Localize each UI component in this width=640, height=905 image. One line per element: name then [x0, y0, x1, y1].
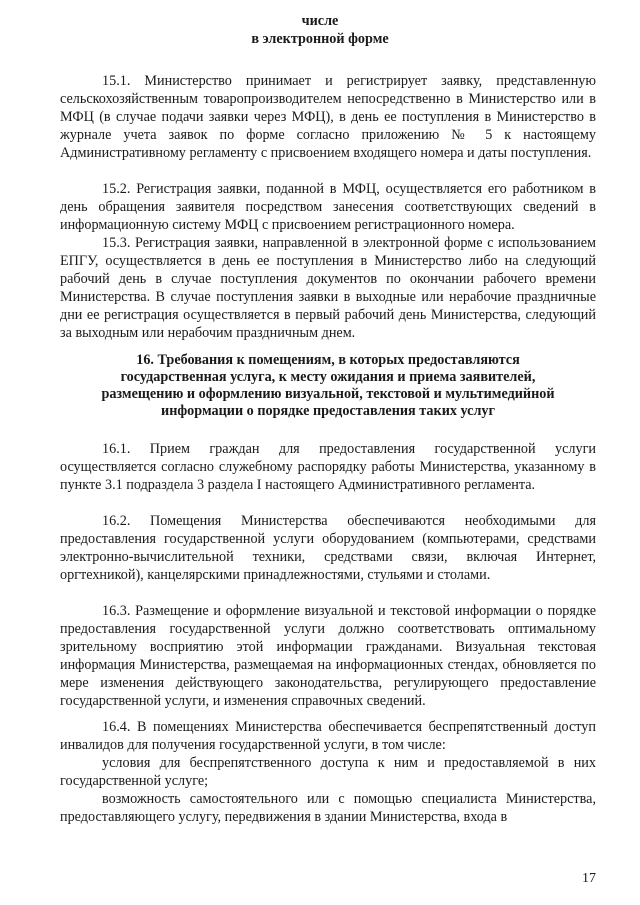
paragraph-16-6: возможность самостоятельного или с помощью специалиста Министерства, предоставляющего услугу, передвижения в здании Министерства, входа в [60, 791, 596, 825]
section-16-title-line-2: государственная услуга, к месту ожидания и приема заявителей, [120, 369, 536, 385]
header-line-1: числе [301, 13, 339, 29]
paragraph-16-3: 16.3. Размещение и оформление визуальной и текстовой информации о порядке предоставления государственной услуги должно соответствовать оптимальному зрительному восприятию этой информации гражданами. Визуальная текстовая информация Министерства, размещаемая на информационных стендах, обновляется по мере изменения действующего законодательства, регулирующего предоставление государственной услуги, и изменения справочных сведений. [60, 603, 596, 709]
paragraph-16-5: условия для беспрепятственного доступа к ним и предоставляемой в них государственной услуге; [60, 755, 596, 789]
paragraph-16-4: 16.4. В помещениях Министерства обеспечивается беспрепятственный доступ инвалидов для получения государственной услуги, в том числе: [60, 719, 596, 753]
section-16-title-line-1: 16. Требования к помещениям, в которых предоставляются [136, 352, 520, 368]
paragraph-15-1: 15.1. Министерство принимает и регистрирует заявку, представленную сельскохозяйственным товаропроизводителем непосредственно в Министерство или в МФЦ (в случае подачи заявки через МФЦ), в день ее поступления в Министерство в журнале учета заявок по форме согласно приложению № 5 к настоящему Административному регламенту с присвоением входящего номера и даты поступления. [60, 73, 596, 161]
section-16-title-line-4: информации о порядке предоставления таких услуг [161, 403, 495, 419]
section-16-title-line-3: размещению и оформлению визуальной, текстовой и мультимедийной [101, 386, 555, 402]
paragraph-16-2: 16.2. Помещения Министерства обеспечиваются необходимыми для предоставления государственной услуги оборудованием (компьютерами, средствами электронно-вычислительной техники, средствами связи, включая Интернет, оргтехникой), канцелярскими принадлежностями, стульями и столами. [60, 513, 596, 583]
paragraph-15-2: 15.2. Регистрация заявки, поданной в МФЦ, осуществляется его работником в день обращения заявителя посредством занесения соответствующих сведений в информационную систему МФЦ с присвоением регистрационного номера. [60, 181, 596, 233]
header-line-2: в электронной форме [251, 31, 389, 47]
page-number: 17 [582, 871, 596, 886]
paragraph-15-3: 15.3. Регистрация заявки, направленной в электронной форме с использованием ЕПГУ, осуществляется в день ее поступления в Министерство либо на следующий рабочий день в случае поступления документов по окончании рабочего времени Министерства. В случае поступления заявки в выходные или нерабочие праздничные дни ее регистрация осуществляется в первый рабочий день Министерства, следующий за выходным или нерабочим праздничным днем. [60, 235, 596, 341]
paragraph-16-1: 16.1. Прием граждан для предоставления государственной услуги осуществляется согласно служебному распорядку работы Министерства, указанному в пункте 3.1 подраздела 3 раздела I настоящего Административного регламента. [60, 441, 596, 493]
